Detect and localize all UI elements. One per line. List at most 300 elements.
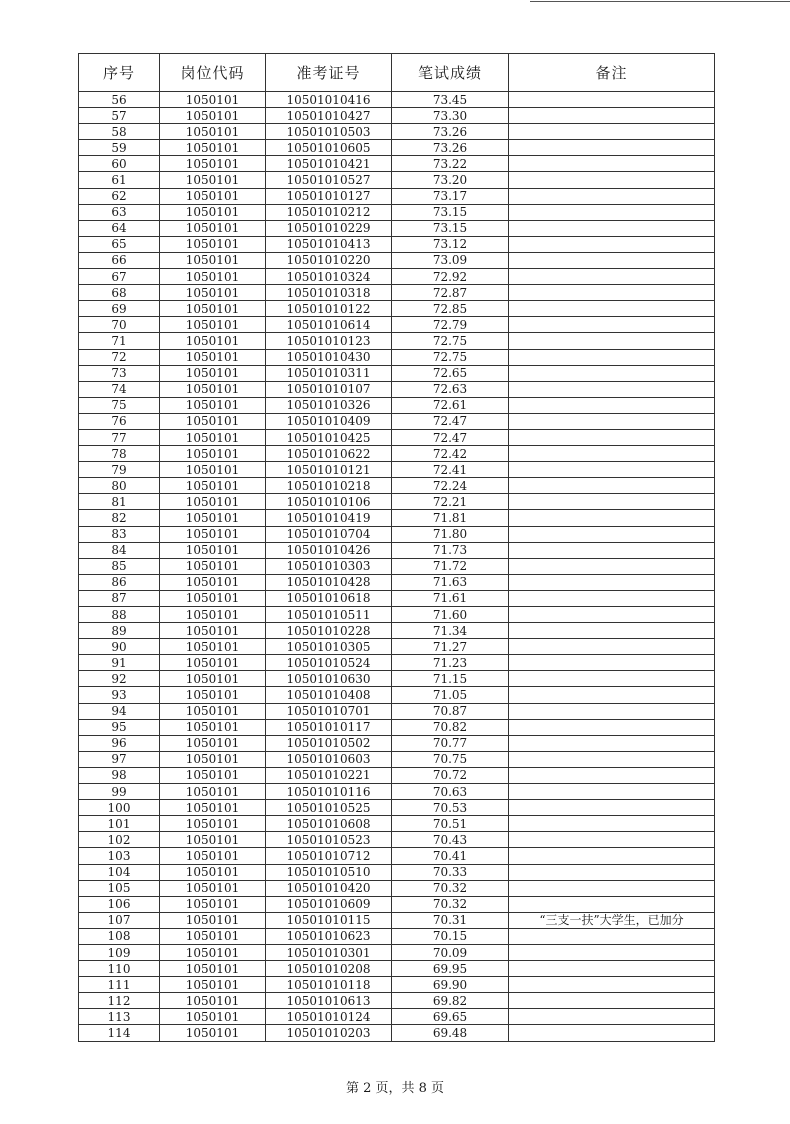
cell-ticket-number: 10501010428 <box>266 574 392 590</box>
cell-seq: 112 <box>79 993 160 1009</box>
cell-seq: 94 <box>79 703 160 719</box>
cell-ticket-number: 10501010427 <box>266 108 392 124</box>
cell-seq: 114 <box>79 1025 160 1041</box>
cell-ticket-number: 10501010117 <box>266 719 392 735</box>
cell-ticket-number: 10501010229 <box>266 220 392 236</box>
cell-seq: 62 <box>79 188 160 204</box>
cell-ticket-number: 10501010712 <box>266 848 392 864</box>
cell-post-code: 1050101 <box>160 961 266 977</box>
table-row <box>79 124 715 140</box>
table-row <box>79 671 715 687</box>
cell-remarks <box>509 1009 715 1025</box>
cell-post-code: 1050101 <box>160 719 266 735</box>
cell-ticket-number: 10501010301 <box>266 944 392 960</box>
cell-seq: 69 <box>79 301 160 317</box>
cell-ticket-number: 10501010218 <box>266 478 392 494</box>
table-row <box>79 365 715 381</box>
cell-remarks <box>509 156 715 172</box>
cell-written-score: 70.87 <box>392 703 509 719</box>
header-row <box>79 54 715 92</box>
cell-written-score: 70.31 <box>392 912 509 928</box>
cell-seq: 107 <box>79 912 160 928</box>
cell-seq: 83 <box>79 526 160 542</box>
cell-seq: 96 <box>79 735 160 751</box>
table-row <box>79 542 715 558</box>
table-row <box>79 510 715 526</box>
table-row <box>79 494 715 510</box>
cell-post-code: 1050101 <box>160 381 266 397</box>
cell-ticket-number: 10501010523 <box>266 832 392 848</box>
table-row <box>79 703 715 719</box>
cell-seq: 81 <box>79 494 160 510</box>
header-seq: 序号 <box>79 54 160 92</box>
cell-remarks <box>509 896 715 912</box>
table-row <box>79 285 715 301</box>
cell-seq: 67 <box>79 269 160 285</box>
table-row <box>79 735 715 751</box>
cell-written-score: 71.27 <box>392 639 509 655</box>
cell-remarks <box>509 719 715 735</box>
cell-seq: 70 <box>79 317 160 333</box>
cell-ticket-number: 10501010416 <box>266 92 392 108</box>
cell-post-code: 1050101 <box>160 735 266 751</box>
cell-remarks <box>509 993 715 1009</box>
table-row <box>79 140 715 156</box>
cell-ticket-number: 10501010409 <box>266 413 392 429</box>
cell-written-score: 71.15 <box>392 671 509 687</box>
cell-ticket-number: 10501010121 <box>266 462 392 478</box>
cell-remarks <box>509 349 715 365</box>
cell-seq: 82 <box>79 510 160 526</box>
header-remarks: 备注 <box>509 54 715 92</box>
cell-remarks <box>509 124 715 140</box>
cell-remarks <box>509 574 715 590</box>
cell-ticket-number: 10501010614 <box>266 317 392 333</box>
cell-remarks <box>509 944 715 960</box>
table-row <box>79 623 715 639</box>
cell-post-code: 1050101 <box>160 1009 266 1025</box>
table-row <box>79 719 715 735</box>
cell-seq: 99 <box>79 784 160 800</box>
cell-post-code: 1050101 <box>160 928 266 944</box>
cell-seq: 76 <box>79 413 160 429</box>
cell-ticket-number: 10501010408 <box>266 687 392 703</box>
cell-seq: 73 <box>79 365 160 381</box>
cell-written-score: 72.85 <box>392 301 509 317</box>
cell-ticket-number: 10501010605 <box>266 140 392 156</box>
cell-written-score: 70.53 <box>392 800 509 816</box>
cell-ticket-number: 10501010511 <box>266 607 392 623</box>
cell-remarks <box>509 928 715 944</box>
cell-ticket-number: 10501010127 <box>266 188 392 204</box>
cell-written-score: 71.05 <box>392 687 509 703</box>
cell-written-score: 73.17 <box>392 188 509 204</box>
cell-remarks <box>509 446 715 462</box>
cell-seq: 65 <box>79 236 160 252</box>
cell-remarks <box>509 607 715 623</box>
cell-post-code: 1050101 <box>160 784 266 800</box>
cell-ticket-number: 10501010426 <box>266 542 392 558</box>
cell-written-score: 69.48 <box>392 1025 509 1041</box>
cell-post-code: 1050101 <box>160 494 266 510</box>
cell-post-code: 1050101 <box>160 590 266 606</box>
cell-seq: 95 <box>79 719 160 735</box>
cell-written-score: 72.79 <box>392 317 509 333</box>
cell-written-score: 72.65 <box>392 365 509 381</box>
cell-remarks <box>509 784 715 800</box>
cell-post-code: 1050101 <box>160 285 266 301</box>
cell-post-code: 1050101 <box>160 188 266 204</box>
cell-written-score: 70.43 <box>392 832 509 848</box>
table-row <box>79 977 715 993</box>
table-row <box>79 108 715 124</box>
table-row <box>79 317 715 333</box>
cell-remarks: “三支一扶”大学生，已加分 <box>509 912 715 928</box>
cell-seq: 75 <box>79 397 160 413</box>
cell-seq: 104 <box>79 864 160 880</box>
cell-written-score: 70.72 <box>392 767 509 783</box>
cell-ticket-number: 10501010525 <box>266 800 392 816</box>
cell-post-code: 1050101 <box>160 993 266 1009</box>
cell-post-code: 1050101 <box>160 977 266 993</box>
cell-ticket-number: 10501010623 <box>266 928 392 944</box>
cell-written-score: 73.45 <box>392 92 509 108</box>
cell-ticket-number: 10501010704 <box>266 526 392 542</box>
table-row <box>79 349 715 365</box>
cell-post-code: 1050101 <box>160 639 266 655</box>
cell-post-code: 1050101 <box>160 912 266 928</box>
cell-written-score: 71.72 <box>392 558 509 574</box>
cell-post-code: 1050101 <box>160 848 266 864</box>
cell-written-score: 71.34 <box>392 623 509 639</box>
cell-remarks <box>509 880 715 896</box>
cell-written-score: 70.32 <box>392 880 509 896</box>
cell-written-score: 70.75 <box>392 751 509 767</box>
table-row <box>79 172 715 188</box>
cell-post-code: 1050101 <box>160 204 266 220</box>
cell-post-code: 1050101 <box>160 397 266 413</box>
cell-seq: 64 <box>79 220 160 236</box>
cell-seq: 78 <box>79 446 160 462</box>
cell-written-score: 70.63 <box>392 784 509 800</box>
cell-remarks <box>509 140 715 156</box>
cell-post-code: 1050101 <box>160 317 266 333</box>
cell-post-code: 1050101 <box>160 800 266 816</box>
cell-seq: 66 <box>79 252 160 268</box>
cell-post-code: 1050101 <box>160 301 266 317</box>
cell-written-score: 70.77 <box>392 735 509 751</box>
page-number: 第 2 页，共 8 页 <box>345 1081 445 1096</box>
cell-seq: 56 <box>79 92 160 108</box>
cell-seq: 89 <box>79 623 160 639</box>
table-row <box>79 639 715 655</box>
cell-seq: 61 <box>79 172 160 188</box>
cell-seq: 87 <box>79 590 160 606</box>
cell-seq: 110 <box>79 961 160 977</box>
cell-ticket-number: 10501010122 <box>266 301 392 317</box>
cell-remarks <box>509 269 715 285</box>
cell-seq: 59 <box>79 140 160 156</box>
cell-ticket-number: 10501010208 <box>266 961 392 977</box>
cell-seq: 79 <box>79 462 160 478</box>
cell-post-code: 1050101 <box>160 607 266 623</box>
cell-written-score: 70.82 <box>392 719 509 735</box>
cell-remarks <box>509 494 715 510</box>
cell-ticket-number: 10501010603 <box>266 751 392 767</box>
cell-post-code: 1050101 <box>160 413 266 429</box>
cell-seq: 74 <box>79 381 160 397</box>
header-post-code: 岗位代码 <box>160 54 266 92</box>
cell-post-code: 1050101 <box>160 751 266 767</box>
cell-remarks <box>509 333 715 349</box>
cell-written-score: 70.32 <box>392 896 509 912</box>
cell-seq: 97 <box>79 751 160 767</box>
table-row <box>79 864 715 880</box>
table-row <box>79 92 715 108</box>
cell-remarks <box>509 671 715 687</box>
cell-post-code: 1050101 <box>160 832 266 848</box>
cell-ticket-number: 10501010510 <box>266 864 392 880</box>
cell-ticket-number: 10501010425 <box>266 429 392 445</box>
cell-remarks <box>509 413 715 429</box>
cell-post-code: 1050101 <box>160 864 266 880</box>
cell-remarks <box>509 558 715 574</box>
cell-written-score: 70.51 <box>392 816 509 832</box>
cell-ticket-number: 10501010420 <box>266 880 392 896</box>
table-row <box>79 687 715 703</box>
table-row <box>79 961 715 977</box>
table-row <box>79 397 715 413</box>
cell-written-score: 71.81 <box>392 510 509 526</box>
header-ticket-number: 准考证号 <box>266 54 392 92</box>
table-row <box>79 655 715 671</box>
cell-post-code: 1050101 <box>160 446 266 462</box>
table-row <box>79 928 715 944</box>
cell-remarks <box>509 1025 715 1041</box>
cell-remarks <box>509 462 715 478</box>
table-row <box>79 993 715 1009</box>
cell-written-score: 73.15 <box>392 204 509 220</box>
cell-seq: 101 <box>79 816 160 832</box>
cell-post-code: 1050101 <box>160 269 266 285</box>
cell-remarks <box>509 220 715 236</box>
cell-ticket-number: 10501010220 <box>266 252 392 268</box>
cell-remarks <box>509 864 715 880</box>
table-row <box>79 558 715 574</box>
cell-post-code: 1050101 <box>160 462 266 478</box>
cell-ticket-number: 10501010203 <box>266 1025 392 1041</box>
cell-written-score: 73.26 <box>392 124 509 140</box>
cell-written-score: 70.33 <box>392 864 509 880</box>
cell-post-code: 1050101 <box>160 478 266 494</box>
table-row <box>79 1009 715 1025</box>
cell-seq: 105 <box>79 880 160 896</box>
cell-written-score: 71.63 <box>392 574 509 590</box>
cell-seq: 102 <box>79 832 160 848</box>
cell-remarks <box>509 655 715 671</box>
table-row <box>79 188 715 204</box>
cell-seq: 80 <box>79 478 160 494</box>
cell-ticket-number: 10501010124 <box>266 1009 392 1025</box>
cell-ticket-number: 10501010303 <box>266 558 392 574</box>
cell-ticket-number: 10501010421 <box>266 156 392 172</box>
cell-written-score: 73.26 <box>392 140 509 156</box>
cell-remarks <box>509 397 715 413</box>
cell-seq: 63 <box>79 204 160 220</box>
cell-post-code: 1050101 <box>160 526 266 542</box>
table-row <box>79 413 715 429</box>
cell-ticket-number: 10501010311 <box>266 365 392 381</box>
cell-ticket-number: 10501010630 <box>266 671 392 687</box>
cell-remarks <box>509 816 715 832</box>
cell-seq: 84 <box>79 542 160 558</box>
cell-written-score: 71.73 <box>392 542 509 558</box>
table-row <box>79 800 715 816</box>
table-row <box>79 574 715 590</box>
cell-written-score: 73.30 <box>392 108 509 124</box>
cell-ticket-number: 10501010502 <box>266 735 392 751</box>
cell-written-score: 70.09 <box>392 944 509 960</box>
cell-written-score: 72.75 <box>392 333 509 349</box>
cell-post-code: 1050101 <box>160 687 266 703</box>
table-row <box>79 848 715 864</box>
cell-ticket-number: 10501010107 <box>266 381 392 397</box>
scores-table <box>78 53 715 1042</box>
cell-ticket-number: 10501010221 <box>266 767 392 783</box>
cell-post-code: 1050101 <box>160 429 266 445</box>
cell-ticket-number: 10501010608 <box>266 816 392 832</box>
cell-seq: 88 <box>79 607 160 623</box>
cell-seq: 113 <box>79 1009 160 1025</box>
cell-written-score: 73.20 <box>392 172 509 188</box>
cell-ticket-number: 10501010318 <box>266 285 392 301</box>
table-row <box>79 607 715 623</box>
table-row <box>79 590 715 606</box>
cell-seq: 106 <box>79 896 160 912</box>
cell-written-score: 72.47 <box>392 429 509 445</box>
cell-remarks <box>509 317 715 333</box>
cell-post-code: 1050101 <box>160 333 266 349</box>
cell-post-code: 1050101 <box>160 944 266 960</box>
cell-written-score: 72.63 <box>392 381 509 397</box>
cell-seq: 90 <box>79 639 160 655</box>
cell-seq: 93 <box>79 687 160 703</box>
cell-post-code: 1050101 <box>160 880 266 896</box>
cell-written-score: 69.95 <box>392 961 509 977</box>
cell-remarks <box>509 639 715 655</box>
header-written-score: 笔试成绩 <box>392 54 509 92</box>
cell-seq: 58 <box>79 124 160 140</box>
cell-remarks <box>509 188 715 204</box>
top-border-line <box>530 1 790 2</box>
cell-post-code: 1050101 <box>160 220 266 236</box>
table-row <box>79 816 715 832</box>
table-body <box>79 92 715 1042</box>
cell-post-code: 1050101 <box>160 172 266 188</box>
table-row <box>79 1025 715 1041</box>
cell-remarks <box>509 172 715 188</box>
table-row <box>79 912 715 928</box>
cell-remarks <box>509 365 715 381</box>
cell-remarks <box>509 977 715 993</box>
table-row <box>79 429 715 445</box>
cell-written-score: 69.65 <box>392 1009 509 1025</box>
table-row <box>79 236 715 252</box>
cell-remarks <box>509 478 715 494</box>
cell-remarks <box>509 623 715 639</box>
cell-written-score: 72.61 <box>392 397 509 413</box>
cell-post-code: 1050101 <box>160 140 266 156</box>
cell-remarks <box>509 961 715 977</box>
cell-written-score: 72.92 <box>392 269 509 285</box>
cell-written-score: 71.61 <box>392 590 509 606</box>
cell-remarks <box>509 510 715 526</box>
cell-written-score: 72.41 <box>392 462 509 478</box>
cell-post-code: 1050101 <box>160 542 266 558</box>
cell-post-code: 1050101 <box>160 623 266 639</box>
cell-remarks <box>509 542 715 558</box>
cell-post-code: 1050101 <box>160 896 266 912</box>
cell-ticket-number: 10501010527 <box>266 172 392 188</box>
table-row <box>79 896 715 912</box>
cell-remarks <box>509 703 715 719</box>
table-row <box>79 333 715 349</box>
table-row <box>79 220 715 236</box>
cell-seq: 77 <box>79 429 160 445</box>
cell-remarks <box>509 590 715 606</box>
cell-written-score: 72.75 <box>392 349 509 365</box>
cell-post-code: 1050101 <box>160 124 266 140</box>
cell-seq: 68 <box>79 285 160 301</box>
cell-ticket-number: 10501010305 <box>266 639 392 655</box>
table-row <box>79 944 715 960</box>
cell-ticket-number: 10501010118 <box>266 977 392 993</box>
cell-ticket-number: 10501010116 <box>266 784 392 800</box>
cell-written-score: 70.41 <box>392 848 509 864</box>
cell-written-score: 72.87 <box>392 285 509 301</box>
cell-ticket-number: 10501010326 <box>266 397 392 413</box>
cell-post-code: 1050101 <box>160 671 266 687</box>
cell-post-code: 1050101 <box>160 156 266 172</box>
cell-ticket-number: 10501010622 <box>266 446 392 462</box>
table-row <box>79 301 715 317</box>
cell-written-score: 69.90 <box>392 977 509 993</box>
table-row <box>79 832 715 848</box>
cell-post-code: 1050101 <box>160 365 266 381</box>
cell-written-score: 71.60 <box>392 607 509 623</box>
cell-remarks <box>509 800 715 816</box>
table-row <box>79 751 715 767</box>
table-row <box>79 381 715 397</box>
cell-seq: 111 <box>79 977 160 993</box>
cell-post-code: 1050101 <box>160 655 266 671</box>
table-row <box>79 269 715 285</box>
cell-remarks <box>509 735 715 751</box>
cell-post-code: 1050101 <box>160 1025 266 1041</box>
cell-remarks <box>509 301 715 317</box>
cell-remarks <box>509 767 715 783</box>
cell-ticket-number: 10501010413 <box>266 236 392 252</box>
cell-post-code: 1050101 <box>160 92 266 108</box>
cell-ticket-number: 10501010106 <box>266 494 392 510</box>
cell-ticket-number: 10501010618 <box>266 590 392 606</box>
cell-remarks <box>509 108 715 124</box>
cell-remarks <box>509 92 715 108</box>
cell-ticket-number: 10501010419 <box>266 510 392 526</box>
table-row <box>79 462 715 478</box>
cell-written-score: 69.82 <box>392 993 509 1009</box>
cell-written-score: 73.15 <box>392 220 509 236</box>
